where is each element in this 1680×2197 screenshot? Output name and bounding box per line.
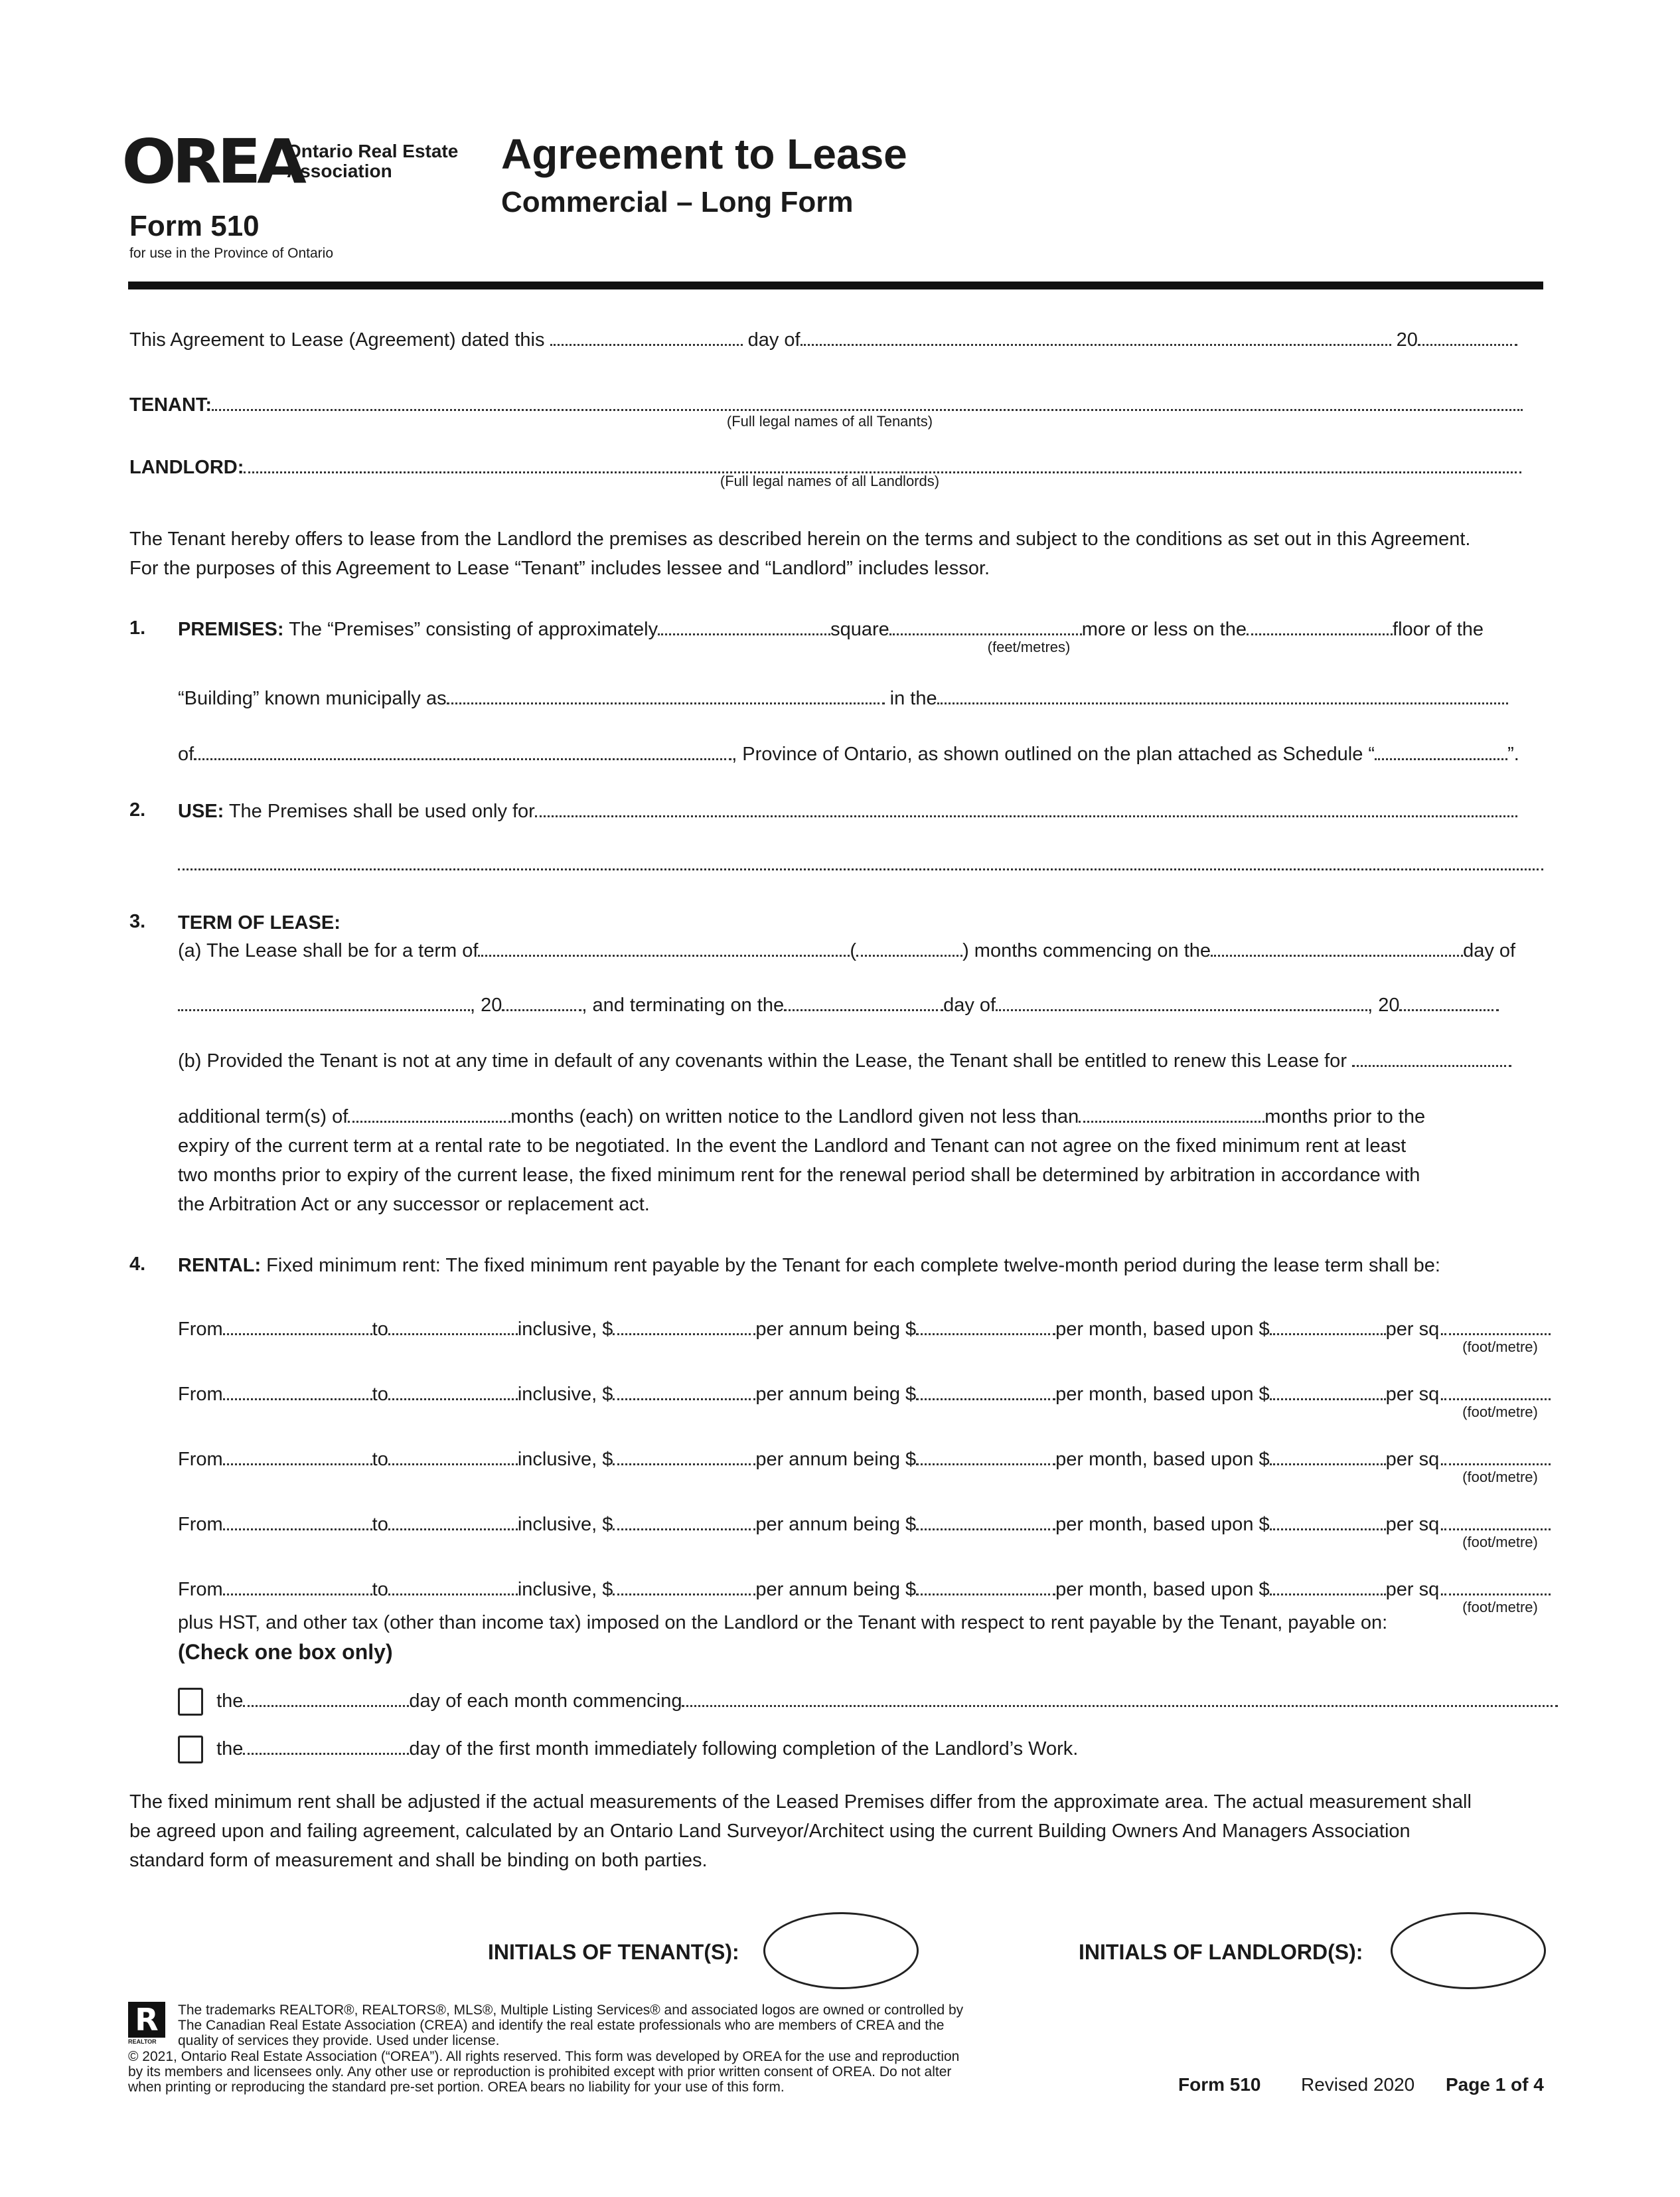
premises-text-4: floor of the	[1393, 619, 1484, 640]
rent-row-rate-field[interactable]	[1270, 1380, 1386, 1400]
dated-day-of: day of	[747, 329, 801, 351]
intro-paragraph	[129, 525, 1550, 583]
rent-row-from-label: From	[178, 1384, 223, 1405]
payment-option-1-text-a: the	[216, 1690, 244, 1712]
rent-row-to-label: to	[372, 1449, 388, 1470]
term-text-a4: day of	[1463, 940, 1516, 961]
section-1-number: 1.	[129, 617, 146, 639]
term-number-field[interactable]	[856, 936, 962, 957]
rent-row-rate-field[interactable]	[1270, 1445, 1386, 1465]
term-line-b1	[178, 1046, 1511, 1076]
term-paragraph-b	[178, 1131, 1420, 1219]
intro-paragraph-line2: For the purposes of this Agreement to Lease “Tenant” includes lessee and “Landlord” includes lessor.	[129, 558, 990, 579]
premises-area-field[interactable]	[658, 615, 830, 635]
realtor-logo-sub: REALTOR	[128, 2038, 157, 2045]
premises-line-3	[178, 740, 1519, 769]
rent-row-inclusive-label: inclusive, $	[517, 1514, 613, 1535]
landlord-hint: (Full legal names of all Landlords)	[720, 473, 940, 489]
terminate-year-field[interactable]	[1399, 991, 1499, 1011]
terminate-month-field[interactable]	[996, 991, 1367, 1011]
building-municipality-field[interactable]	[937, 684, 1508, 704]
trademark-line-1: The trademarks REALTOR®, REALTORS®, MLS®, Multiple Listing Services® and associated logos are owned or controlled by	[178, 2002, 964, 2018]
use-text: The Premises shall be used only for	[228, 801, 535, 822]
orea-logo-mark: OREA	[121, 126, 303, 197]
rent-row-from-field[interactable]	[223, 1510, 372, 1530]
rent-row-annum-label: per annum being $	[755, 1319, 917, 1340]
rent-row-from-field[interactable]	[223, 1575, 372, 1595]
commence-month-field[interactable]	[178, 991, 470, 1011]
rent-row-unit-field[interactable]	[1444, 1575, 1551, 1595]
premises-floor-field[interactable]	[1247, 615, 1393, 635]
section-2-number: 2.	[129, 799, 146, 821]
orea-logo	[121, 126, 303, 197]
org-name-line1: Ontario Real Estate	[287, 141, 459, 161]
terminate-day-field[interactable]	[784, 991, 943, 1011]
rent-row-unit-field[interactable]	[1444, 1445, 1551, 1465]
term-words-field[interactable]	[478, 936, 850, 957]
rent-row-unit-hint: (foot/metre)	[1462, 1599, 1538, 1615]
term-text-a2: (	[850, 940, 857, 961]
schedule-letter-field[interactable]	[1375, 740, 1507, 760]
form-number: Form 510	[129, 210, 260, 242]
term-text-b1: (b) Provided the Tenant is not at any time in default of any covenants within the Lease, the Tenant shall be entitled to renew this Lease for	[178, 1050, 1347, 1072]
payment-option-1-text-b: day of each month commencing	[409, 1690, 682, 1712]
term-line-a1	[178, 936, 1515, 965]
term-text-b2: additional term(s) of	[178, 1106, 348, 1127]
rent-row-from-label: From	[178, 1319, 223, 1340]
term-line-b2	[178, 1102, 1425, 1131]
use-heading: USE:	[178, 801, 224, 822]
rent-row-month-label: per month, based upon $	[1055, 1384, 1270, 1405]
rent-row-unit-hint: (foot/metre)	[1462, 1469, 1538, 1485]
premises-text-5: “Building” known municipally as	[178, 688, 447, 709]
rent-row-month-label: per month, based upon $	[1055, 1579, 1270, 1600]
rent-row-inclusive-label: inclusive, $	[517, 1384, 613, 1405]
landlord-initials-label: INITIALS OF LANDLORD(S):	[1079, 1940, 1363, 1964]
term-text-b4: months prior to the	[1264, 1106, 1426, 1127]
rent-row	[178, 1380, 1551, 1409]
renewal-months-field[interactable]	[348, 1102, 510, 1123]
rent-row-from-label: From	[178, 1514, 223, 1535]
rent-row-monthly-field[interactable]	[916, 1575, 1055, 1595]
rent-row-rate-field[interactable]	[1270, 1510, 1386, 1530]
building-address-field[interactable]	[447, 684, 885, 704]
rent-row-month-label: per month, based upon $	[1055, 1319, 1270, 1340]
trademark-line-3: quality of services they provide. Used under license.	[178, 2033, 500, 2048]
section-4-number: 4.	[129, 1254, 146, 1275]
premises-text-8: , Province of Ontario, as shown outlined on the plan attached as Schedule “	[731, 744, 1375, 765]
adjustment-line-3: standard form of measurement and shall be binding on both parties.	[129, 1850, 708, 1871]
rent-row-persq-label: per sq.	[1385, 1384, 1445, 1405]
rent-row-rate-field[interactable]	[1270, 1575, 1386, 1595]
rent-row	[178, 1315, 1551, 1344]
premises-line-1	[178, 615, 1484, 644]
tenant-initials-field[interactable]	[763, 1912, 919, 1989]
trademark-notice	[178, 2002, 963, 2048]
rent-row-to-field[interactable]	[388, 1445, 518, 1465]
tenant-names-field[interactable]	[212, 390, 1523, 411]
rent-row-from-field[interactable]	[223, 1380, 372, 1400]
adjustment-line-2: be agreed upon and failing agreement, calculated by an Ontario Land Surveyor/Architect using the current Building Owners And Managers Association	[129, 1821, 1411, 1842]
rent-row-persq-label: per sq.	[1385, 1449, 1445, 1470]
payment-option-2-text-b: day of the first month immediately following completion of the Landlord’s Work.	[409, 1738, 1079, 1759]
tenant-hint: (Full legal names of all Tenants)	[726, 413, 933, 430]
rent-row-to-label: to	[372, 1384, 388, 1405]
term-heading: TERM OF LEASE:	[178, 912, 341, 934]
rent-row-annum-label: per annum being $	[755, 1449, 917, 1470]
premises-text-7: of	[178, 744, 194, 765]
term-text-a6: , and terminating on the	[581, 995, 785, 1016]
commence-day-field[interactable]	[1211, 936, 1463, 957]
rent-row-annual-field[interactable]	[613, 1445, 755, 1465]
footer-revised: Revised 2020	[1301, 2074, 1415, 2095]
rent-row-annum-label: per annum being $	[755, 1579, 917, 1600]
renewal-count-field[interactable]	[1352, 1046, 1511, 1067]
org-name	[287, 141, 458, 181]
premises-text-1: The “Premises” consisting of approximately	[289, 619, 658, 640]
rental-plus-line	[178, 1608, 1387, 1637]
page-subtitle: Commercial – Long Form	[501, 186, 854, 218]
copyright-notice	[128, 2049, 959, 2095]
rent-row-annual-field[interactable]	[613, 1315, 755, 1335]
rent-row-unit-hint: (foot/metre)	[1462, 1534, 1538, 1550]
landlord-label: LANDLORD:	[129, 457, 244, 478]
rent-row-monthly-field[interactable]	[916, 1510, 1055, 1530]
term-text-a1: (a) The Lease shall be for a term of	[178, 940, 479, 961]
rent-row-to-field[interactable]	[388, 1575, 518, 1595]
rent-row-annual-field[interactable]	[613, 1510, 755, 1530]
notice-months-field[interactable]	[1079, 1102, 1264, 1123]
tenant-initials-label: INITIALS OF TENANT(S):	[488, 1940, 739, 1964]
copyright-line-3: when printing or reproducing the standard pre-set portion. OREA bears no liability for your use of this form.	[128, 2079, 785, 2095]
dated-line	[129, 325, 1543, 355]
dated-day-field[interactable]	[550, 325, 743, 346]
realtor-logo-mark: R	[128, 2002, 165, 2038]
section-3-number: 3.	[129, 911, 146, 932]
premises-line-2	[178, 684, 1508, 713]
term-text-a7: day of	[943, 995, 996, 1016]
use-line-1	[178, 797, 1517, 826]
rent-row-from-label: From	[178, 1579, 223, 1600]
premises-units-field[interactable]	[889, 615, 1082, 635]
rent-row-to-field[interactable]	[388, 1315, 518, 1335]
payment-option-2-day-field[interactable]	[243, 1734, 409, 1755]
term-text-a8: , 20	[1367, 995, 1400, 1016]
rent-row-monthly-field[interactable]	[916, 1315, 1055, 1335]
payment-option-1-day-field[interactable]	[243, 1686, 409, 1707]
adjustment-line-1: The fixed minimum rent shall be adjusted if the actual measurements of the Leased Premises differ from the approximate area. The actual measurement shall	[129, 1791, 1472, 1813]
realtor-logo	[128, 2002, 169, 2048]
rental-line-1	[178, 1251, 1440, 1280]
rent-row-unit-field[interactable]	[1444, 1380, 1551, 1400]
premises-units-hint: (feet/metres)	[987, 639, 1071, 655]
rental-heading: RENTAL:	[178, 1255, 262, 1276]
rent-row-month-label: per month, based upon $	[1055, 1514, 1270, 1535]
rent-row-inclusive-label: inclusive, $	[517, 1319, 613, 1340]
rental-plus-text: plus HST, and other tax (other than income tax) imposed on the Landlord or the Tenant with respect to rent payable by the Tenant, payable on:	[178, 1612, 1388, 1633]
org-name-line2: Association	[287, 161, 392, 181]
rent-row-monthly-field[interactable]	[916, 1445, 1055, 1465]
rent-row-annual-field[interactable]	[613, 1380, 755, 1400]
rent-row-from-field[interactable]	[223, 1315, 372, 1335]
commence-year-field[interactable]	[502, 991, 581, 1011]
intro-paragraph-line1: The Tenant hereby offers to lease from the Landlord the premises as described herein on the terms and subject to the conditions as set out in this Agreement.	[129, 529, 1471, 550]
rent-row-annum-label: per annum being $	[755, 1514, 917, 1535]
form-usage: for use in the Province of Ontario	[129, 246, 333, 261]
footer-form-number: Form 510	[1178, 2074, 1261, 2095]
dated-year-prefix: 20	[1396, 329, 1418, 351]
rent-row-unit-hint: (foot/metre)	[1462, 1404, 1538, 1420]
rent-row-unit-hint: (foot/metre)	[1462, 1339, 1538, 1355]
premises-heading: PREMISES:	[178, 619, 284, 640]
dated-prefix: This Agreement to Lease (Agreement) dated this	[129, 329, 545, 351]
payment-option-1-checkbox[interactable]	[178, 1688, 203, 1716]
premises-text-2: square	[830, 619, 889, 640]
premises-text-6: in the	[889, 688, 937, 709]
use-field-2[interactable]	[178, 868, 1543, 870]
premises-city-field[interactable]	[194, 740, 731, 760]
adjustment-paragraph	[129, 1787, 1472, 1875]
payment-option-2-text-a: the	[216, 1738, 244, 1759]
term-text-a3: ) months commencing on the	[962, 940, 1211, 961]
rent-row-to-field[interactable]	[388, 1510, 518, 1530]
rent-row-inclusive-label: inclusive, $	[517, 1449, 613, 1470]
use-field-1[interactable]	[535, 797, 1517, 817]
payment-option-2-checkbox[interactable]	[178, 1736, 203, 1763]
rent-row-to-label: to	[372, 1514, 388, 1535]
premises-text-3: more or less on the	[1081, 619, 1247, 640]
rent-row	[178, 1510, 1551, 1539]
footer-page-number: Page 1 of 4	[1446, 2074, 1544, 2095]
header-rule	[128, 282, 1543, 289]
rent-row-unit-field[interactable]	[1444, 1315, 1551, 1335]
payment-option-1[interactable]	[178, 1686, 1558, 1716]
rent-row	[178, 1445, 1551, 1474]
payment-option-1-commence-field[interactable]	[682, 1686, 1558, 1707]
term-text-b3: months (each) on written notice to the Landlord given not less than	[510, 1106, 1079, 1127]
page-title: Agreement to Lease	[501, 130, 907, 178]
rent-row-month-label: per month, based upon $	[1055, 1449, 1270, 1470]
rent-row-to-label: to	[372, 1579, 388, 1600]
dated-year-field[interactable]	[1418, 325, 1517, 346]
check-one-box: (Check one box only)	[178, 1640, 393, 1664]
copyright-line-2: by its members and licensees only. Any other use or reproduction is prohibited except with prior written consent of OREA. Do not alter	[128, 2064, 952, 2079]
rental-text-1: Fixed minimum rent: The fixed minimum rent payable by the Tenant for each complete twelve-month period during the lease term shall be:	[266, 1255, 1440, 1276]
trademark-line-2: The Canadian Real Estate Association (CREA) and identify the real estate professionals who are members of CREA and the	[178, 2018, 945, 2033]
landlord-initials-field[interactable]	[1391, 1912, 1546, 1989]
rent-row-from-label: From	[178, 1449, 223, 1470]
term-line-a2	[178, 991, 1499, 1020]
dated-month-field[interactable]	[801, 325, 1391, 346]
term-text-b7: the Arbitration Act or any successor or replacement act.	[178, 1194, 650, 1215]
rent-row-persq-label: per sq.	[1385, 1514, 1445, 1535]
rent-row-to-field[interactable]	[388, 1380, 518, 1400]
rent-row-annual-field[interactable]	[613, 1575, 755, 1595]
premises-text-9: ”.	[1507, 744, 1519, 765]
rent-row	[178, 1575, 1551, 1604]
copyright-line-1: © 2021, Ontario Real Estate Association (“OREA”). All rights reserved. This form was developed by OREA for the use and reproduction	[128, 2049, 960, 2064]
rent-row-monthly-field[interactable]	[916, 1380, 1055, 1400]
rent-row-from-field[interactable]	[223, 1445, 372, 1465]
rent-row-inclusive-label: inclusive, $	[517, 1579, 613, 1600]
term-text-b6: two months prior to expiry of the current lease, the fixed minimum rent for the renewal period shall be determined by arbitration in accordance with	[178, 1165, 1420, 1186]
tenant-label: TENANT:	[129, 394, 212, 416]
payment-option-2[interactable]	[178, 1734, 1078, 1763]
term-text-a5: , 20	[470, 995, 502, 1016]
landlord-names-field[interactable]	[244, 453, 1521, 473]
term-text-b5: expiry of the current term at a rental rate to be negotiated. In the event the Landlord and Tenant can not agree on the fixed minimum rent at least	[178, 1135, 1407, 1157]
rent-row-annum-label: per annum being $	[755, 1384, 917, 1405]
rent-row-unit-field[interactable]	[1444, 1510, 1551, 1530]
rent-row-to-label: to	[372, 1319, 388, 1340]
rent-row-persq-label: per sq.	[1385, 1319, 1445, 1340]
rent-row-persq-label: per sq.	[1385, 1579, 1445, 1600]
rent-row-rate-field[interactable]	[1270, 1315, 1386, 1335]
